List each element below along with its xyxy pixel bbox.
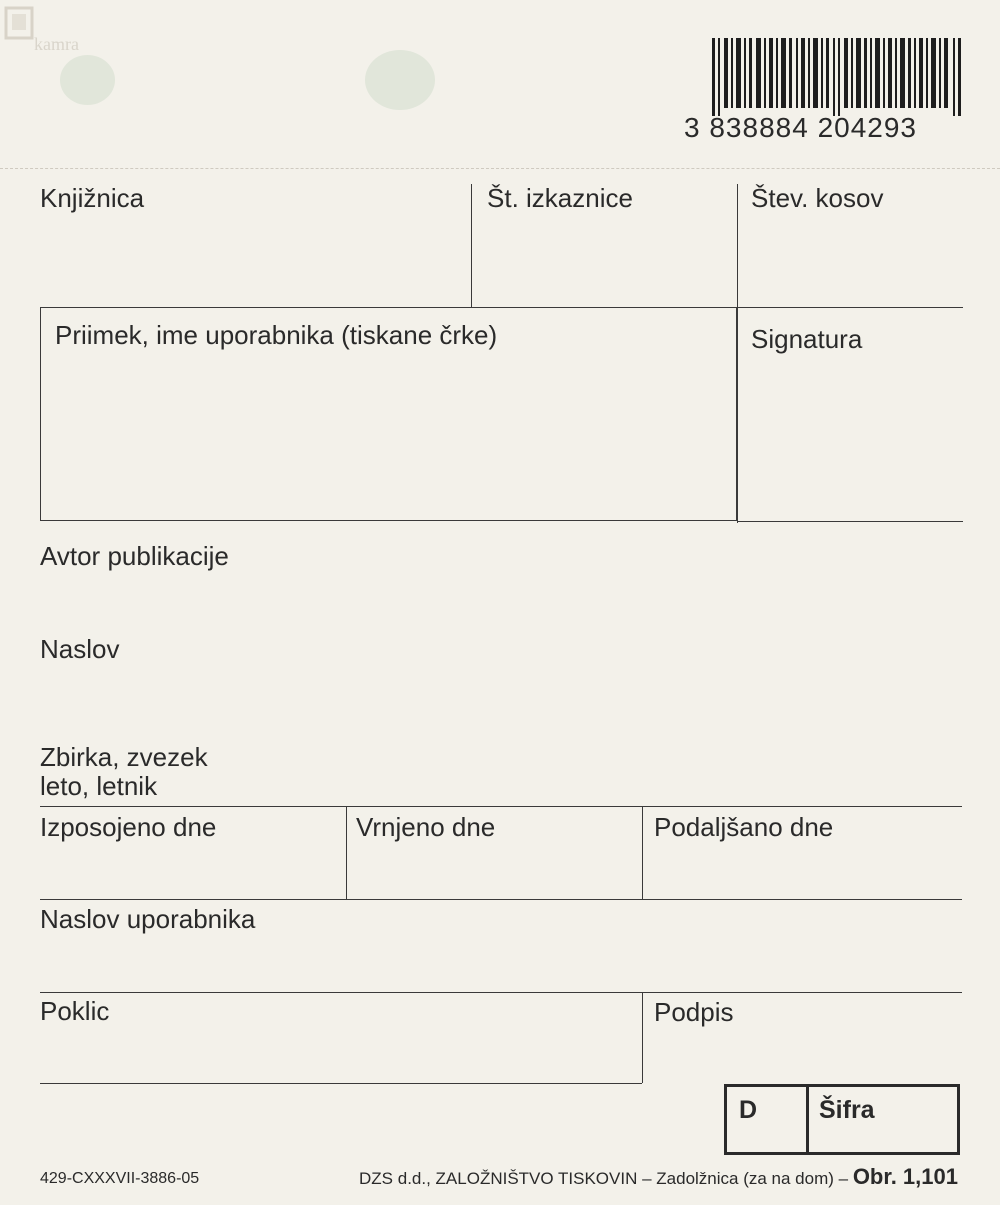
field-label-st-izkaznice: Št. izkaznice — [487, 183, 633, 213]
field-label-avtor: Avtor publikacije — [40, 541, 229, 571]
perforation-line — [0, 168, 1000, 169]
divider — [471, 184, 472, 307]
field-label-podpis: Podpis — [654, 997, 734, 1027]
zbirka-line-2: leto, letnik — [40, 771, 158, 801]
divider — [642, 806, 643, 899]
divider — [642, 992, 643, 1083]
divider — [40, 992, 962, 993]
field-label-vrnjeno: Vrnjeno dne — [356, 812, 496, 842]
divider — [737, 184, 738, 523]
field-label-izposojeno: Izposojeno dne — [40, 812, 217, 842]
divider — [40, 899, 962, 900]
field-label-podaljsano: Podaljšano dne — [654, 812, 834, 842]
faint-stamp-left — [60, 55, 115, 105]
field-label-zbirka — [40, 743, 208, 801]
code-box-sifra-label: Šifra — [819, 1096, 875, 1124]
zbirka-line-1: Zbirka, zvezek — [40, 742, 208, 772]
field-label-poklic: Poklic — [40, 996, 110, 1026]
barcode-number: 3 838884 204293 — [684, 112, 917, 143]
field-label-signatura: Signatura — [751, 324, 863, 354]
divider — [40, 806, 962, 807]
field-label-naslov-uporabnika: Naslov uporabnika — [40, 904, 256, 934]
publisher-line — [359, 1164, 958, 1190]
divider — [346, 806, 347, 899]
watermark-text: kamra — [34, 34, 79, 54]
field-label-stev-kosov: Štev. kosov — [751, 183, 884, 213]
faint-stamp-center — [365, 50, 435, 110]
form-number: 429-CXXXVII-3886-05 — [40, 1170, 200, 1187]
field-label-knjiznica: Knjižnica — [40, 183, 145, 213]
field-label-naslov: Naslov — [40, 634, 120, 664]
form-code: Obr. 1,101 — [852, 1164, 958, 1189]
publisher-text: DZS d.d., ZALOŽNIŠTVO TISKOVIN – Zadolžnica (za na dom) – — [359, 1169, 853, 1188]
code-box-divider — [806, 1087, 809, 1152]
divider — [737, 307, 963, 308]
code-box — [724, 1084, 960, 1155]
divider — [737, 521, 963, 522]
divider — [40, 1083, 642, 1084]
barcode-icon — [712, 38, 964, 116]
code-box-d-label: D — [739, 1096, 758, 1124]
field-label-priimek-ime: Priimek, ime uporabnika (tiskane črke) — [55, 320, 498, 350]
